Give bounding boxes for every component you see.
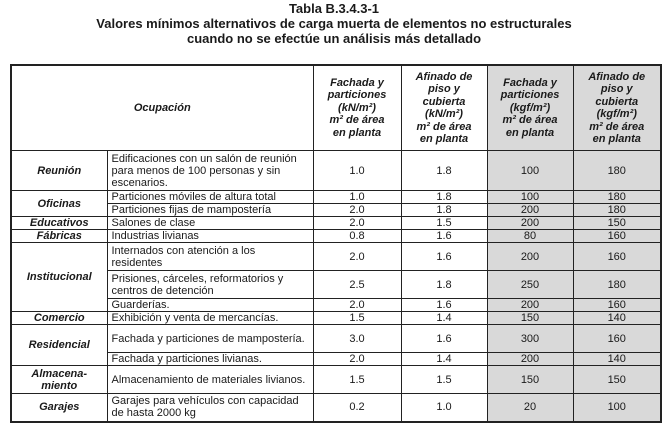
value-floor-kgf: 140 — [573, 353, 661, 366]
table-number: Tabla B.3.4.3-1 — [288, 1, 380, 16]
header-row — [11, 65, 661, 151]
row-description: Exhibición y venta de mercancías. — [107, 312, 313, 325]
value-floor-kn: 1.8 — [401, 271, 487, 299]
row-description: Prisiones, cárceles, reformatorios y centros de detención — [107, 271, 313, 299]
row-description: Particiones móviles de altura total — [107, 191, 313, 204]
group-fabricas: Fábricas — [11, 230, 107, 243]
value-facade-kgf: 20 — [487, 394, 573, 422]
group-comercio: Comercio — [11, 312, 107, 325]
row-description: Industrias livianas — [107, 230, 313, 243]
table-row — [11, 325, 661, 353]
value-floor-kgf: 140 — [573, 312, 661, 325]
group-residencial: Residencial — [11, 325, 107, 366]
table-row — [11, 299, 661, 312]
row-description: Fachada y particiones livianas. — [107, 353, 313, 366]
value-facade-kn: 0.8 — [313, 230, 401, 243]
value-facade-kgf: 200 — [487, 243, 573, 271]
table-caption-line-2: cuando no se efectúe un análisis más detallado — [186, 31, 482, 46]
value-floor-kgf: 180 — [573, 191, 661, 204]
value-floor-kn: 1.6 — [401, 243, 487, 271]
table-row — [11, 191, 661, 204]
group-institucional: Institucional — [11, 243, 107, 312]
value-facade-kgf: 150 — [487, 366, 573, 394]
value-facade-kn: 2.0 — [313, 217, 401, 230]
group-educativos: Educativos — [11, 217, 107, 230]
value-facade-kgf: 100 — [487, 191, 573, 204]
value-floor-kn: 1.6 — [401, 299, 487, 312]
row-description: Garajes para vehículos con capacidad de hasta 2000 kg — [107, 394, 313, 422]
value-floor-kgf: 180 — [573, 271, 661, 299]
group-oficinas: Oficinas — [11, 191, 107, 217]
value-floor-kgf: 100 — [573, 394, 661, 422]
table-row — [11, 204, 661, 217]
value-facade-kgf: 150 — [487, 312, 573, 325]
value-floor-kgf: 160 — [573, 230, 661, 243]
row-description: Particiones fijas de mampostería — [107, 204, 313, 217]
table-row — [11, 394, 661, 422]
header-facade-kgf: Fachada y particiones (kgf/m²) m² de área en planta — [487, 65, 573, 151]
value-facade-kn: 2.5 — [313, 271, 401, 299]
value-floor-kgf: 150 — [573, 217, 661, 230]
value-facade-kn: 2.0 — [313, 299, 401, 312]
row-description: Salones de clase — [107, 217, 313, 230]
value-facade-kn: 2.0 — [313, 353, 401, 366]
table-row — [11, 151, 661, 191]
table-title — [0, 0, 668, 46]
header-floor-kn: Afinado de piso y cubierta (kN/m²) m² de área en planta — [401, 65, 487, 151]
table-row — [11, 366, 661, 394]
table-caption-line-1: Valores mínimos alternativos de carga muerta de elementos no estructurales — [96, 16, 572, 31]
value-facade-kn: 1.5 — [313, 366, 401, 394]
value-floor-kn: 1.6 — [401, 325, 487, 353]
value-facade-kgf: 250 — [487, 271, 573, 299]
header-facade-kn: Fachada y particiones (kN/m²) m² de área en planta — [313, 65, 401, 151]
row-description: Edificaciones con un salón de reunión para menos de 100 personas y sin escenarios. — [107, 151, 313, 191]
value-floor-kgf: 160 — [573, 299, 661, 312]
value-facade-kn: 0.2 — [313, 394, 401, 422]
value-floor-kgf: 180 — [573, 204, 661, 217]
value-floor-kn: 1.5 — [401, 366, 487, 394]
group-reunion: Reunión — [11, 151, 107, 191]
row-description: Fachada y particiones de mampostería. — [107, 325, 313, 353]
table-row — [11, 353, 661, 366]
table-row — [11, 230, 661, 243]
value-floor-kn: 1.8 — [401, 151, 487, 191]
value-facade-kgf: 100 — [487, 151, 573, 191]
value-floor-kn: 1.8 — [401, 204, 487, 217]
value-floor-kgf: 180 — [573, 151, 661, 191]
value-facade-kn: 1.0 — [313, 191, 401, 204]
value-floor-kgf: 150 — [573, 366, 661, 394]
header-floor-kgf: Afinado de piso y cubierta (kgf/m²) m² de área en planta — [573, 65, 661, 151]
value-floor-kn: 1.4 — [401, 353, 487, 366]
value-facade-kgf: 200 — [487, 217, 573, 230]
table-row — [11, 271, 661, 299]
row-description: Guarderías. — [107, 299, 313, 312]
group-almacenamiento: Almacena-miento — [11, 366, 107, 394]
table-row — [11, 217, 661, 230]
value-floor-kn: 1.0 — [401, 394, 487, 422]
value-facade-kgf: 200 — [487, 299, 573, 312]
table-row — [11, 312, 661, 325]
value-facade-kgf: 80 — [487, 230, 573, 243]
value-facade-kn: 1.0 — [313, 151, 401, 191]
group-garajes: Garajes — [11, 394, 107, 422]
value-floor-kgf: 160 — [573, 243, 661, 271]
value-floor-kn: 1.6 — [401, 230, 487, 243]
row-description: Internados con atención a los residentes — [107, 243, 313, 271]
value-facade-kgf: 300 — [487, 325, 573, 353]
value-floor-kn: 1.5 — [401, 217, 487, 230]
row-description: Almacenamiento de materiales livianos. — [107, 366, 313, 394]
value-floor-kgf: 160 — [573, 325, 661, 353]
table-row — [11, 243, 661, 271]
value-facade-kgf: 200 — [487, 353, 573, 366]
value-facade-kn: 3.0 — [313, 325, 401, 353]
value-facade-kn: 1.5 — [313, 312, 401, 325]
value-facade-kn: 2.0 — [313, 243, 401, 271]
header-occupation: Ocupación — [11, 65, 313, 151]
value-floor-kn: 1.8 — [401, 191, 487, 204]
dead-load-table — [10, 64, 662, 423]
value-floor-kn: 1.4 — [401, 312, 487, 325]
value-facade-kgf: 200 — [487, 204, 573, 217]
value-facade-kn: 2.0 — [313, 204, 401, 217]
